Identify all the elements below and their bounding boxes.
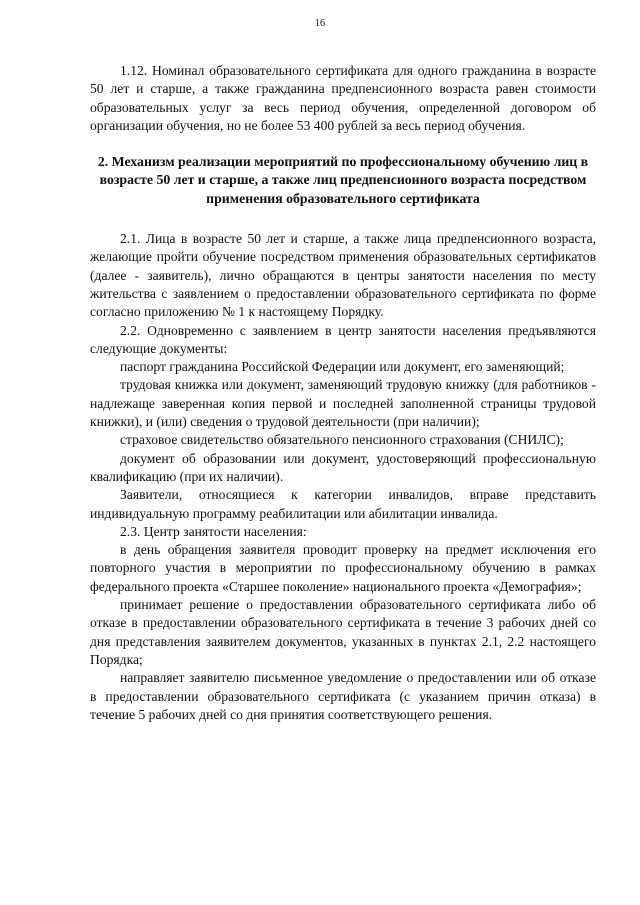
paragraph-2-3: 2.3. Центр занятости населения: xyxy=(120,523,307,539)
paragraph-2-1: 2.1. Лица в возрасте 50 лет и старше, а также лица предпенсионного возраста, желающие пройти обучение посредством применения образовательных сертификатов (далее - заявитель), лично обращаются в центры занятости населения по месту жительства с заявлением о предоставлении образовательного сертификата по форме согласно приложению № 1 к настоящему Порядку. xyxy=(90,231,596,320)
list-item-work-record: трудовая книжка или документ, заменяющий трудовую книжку (для работников - надлежаще заверенная копия первой и последней заполненной страницы трудовой книжки), и (или) сведения о трудовой деятельности (при наличии); xyxy=(90,377,596,430)
list-item-decision: принимает решение о предоставлении образовательного сертификата либо об отказе в предоставлении образовательного сертификата в течение 3 рабочих дней со дня представления заявителем документов, указанных в пунктах 2.1, 2.2 настоящего Порядка; xyxy=(90,597,596,667)
list-item-passport: паспорт гражданина Российской Федерации или документ, его заменяющий; xyxy=(120,359,565,375)
paragraph-2-2: 2.2. Одновременно с заявлением в центр занятости населения предъявляются следующие документы: xyxy=(90,322,596,356)
list-item-notification: направляет заявителю письменное уведомление о предоставлении или об отказе в предоставлении образовательного сертификата (с указанием причин отказа) в течение 5 рабочих дней со дня принятия соответствующего решения. xyxy=(90,670,596,722)
section-heading: 2. Механизм реализации мероприятий по профессиональному обучению лиц в возрасте 50 лет и старше, а также лиц предпенсионного возраста посредством применения образовательного сертификата xyxy=(97,154,589,206)
document-body xyxy=(90,62,596,724)
list-item-education-document: документ об образовании или документ, удостоверяющий профессиональную квалификацию (при их наличии). xyxy=(90,450,596,484)
paragraph-1-12: 1.12. Номинал образовательного сертификата для одного гражданина в возрасте 50 лет и старше, а также гражданина предпенсионного возраста равен стоимости образовательных услуг за весь период обучения, определенной договором об организации обучения, но не более 53 400 рублей за весь период обучения. xyxy=(90,63,596,133)
page-number: 16 xyxy=(315,18,325,29)
list-item-verification: в день обращения заявителя проводит проверку на предмет исключения его повторного участия в мероприятии по профессиональному обучению в рамках федерального проекта «Старшее поколение» национального проекта «Демография»; xyxy=(90,542,596,594)
list-item-snils: страховое свидетельство обязательного пенсионного страхования (СНИЛС); xyxy=(120,432,564,448)
paragraph-disabled-applicants: Заявители, относящиеся к категории инвалидов, вправе представить индивидуальную программу реабилитации или абилитации инвалида. xyxy=(90,487,596,521)
